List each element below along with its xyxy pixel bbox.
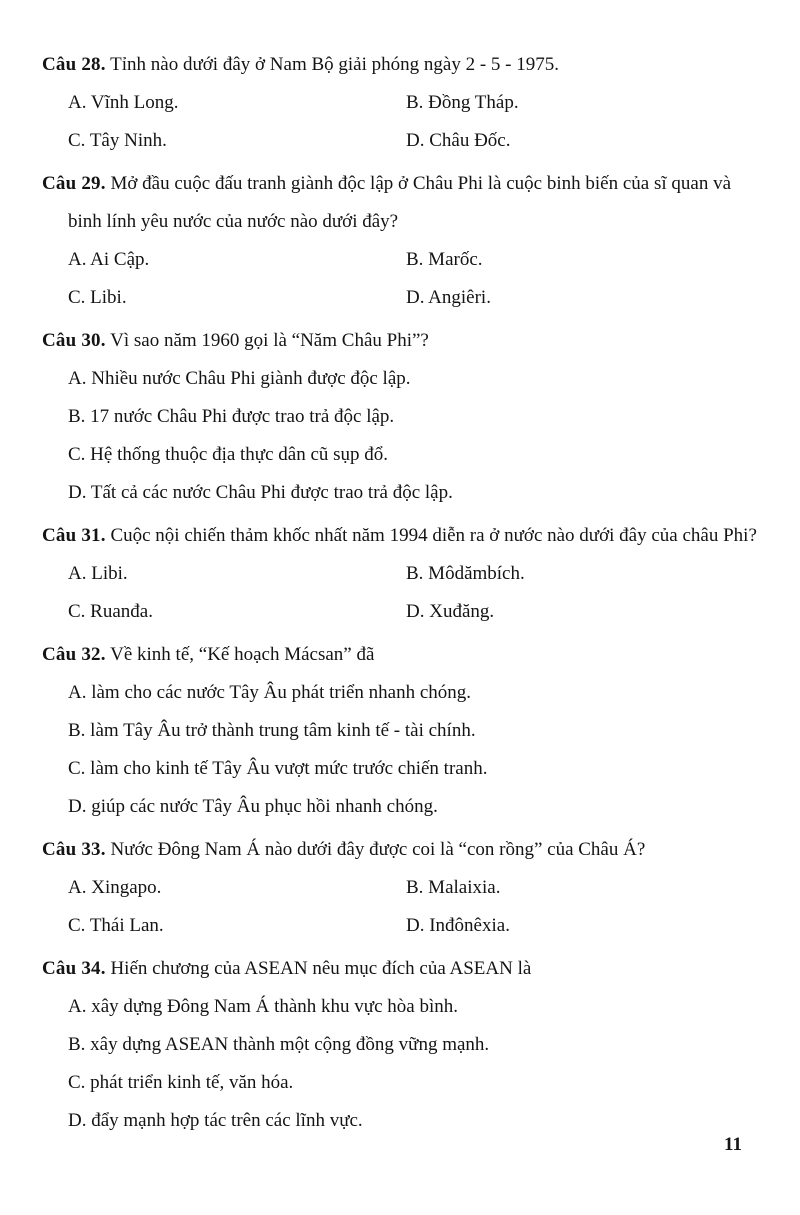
answer-option — [68, 593, 406, 631]
question-label: Câu 33. — [42, 839, 106, 860]
answer-option — [406, 84, 760, 122]
option-text: A. Xingapo. — [68, 877, 162, 898]
question-block — [42, 636, 760, 826]
answer-option — [68, 1026, 760, 1064]
option-text: B. xây dựng ASEAN thành một cộng đồng vững mạnh. — [68, 1034, 490, 1055]
answer-option — [406, 593, 760, 631]
question-body: Tỉnh nào dưới đây ở Nam Bộ giải phóng ngày 2 - 5 - 1975. — [110, 54, 559, 75]
options — [68, 988, 760, 1140]
option-text: B. Đồng Tháp. — [406, 92, 519, 113]
answer-option — [68, 436, 760, 474]
option-text: C. làm cho kinh tế Tây Âu vượt mức trước chiến tranh. — [68, 758, 488, 779]
option-text: D. đẩy mạnh hợp tác trên các lĩnh vực. — [68, 1110, 363, 1131]
option-text: D. giúp các nước Tây Âu phục hồi nhanh chóng. — [68, 796, 438, 817]
option-text: A. xây dựng Đông Nam Á thành khu vực hòa bình. — [68, 996, 458, 1017]
question-text — [42, 831, 760, 869]
answer-option — [68, 360, 760, 398]
question-block — [42, 831, 760, 945]
answer-option — [68, 869, 406, 907]
option-text: C. phát triển kinh tế, văn hóa. — [68, 1072, 294, 1093]
question-text — [42, 517, 760, 555]
question-body: Về kinh tế, “Kế hoạch Mácsan” đã — [110, 644, 375, 665]
question-body: Vì sao năm 1960 gọi là “Năm Châu Phi”? — [110, 330, 429, 351]
options — [68, 241, 760, 317]
options — [68, 84, 760, 160]
options — [68, 869, 760, 945]
option-text: A. Vĩnh Long. — [68, 92, 179, 113]
answer-option — [68, 398, 760, 436]
option-text: B. Marốc. — [406, 249, 483, 270]
question-label: Câu 29. — [42, 173, 106, 194]
answer-option — [406, 869, 760, 907]
question-block — [42, 322, 760, 512]
answer-option — [68, 1064, 760, 1102]
option-text: D. Xuđăng. — [406, 601, 495, 622]
answer-option — [68, 907, 406, 945]
option-text: A. Libi. — [68, 563, 128, 584]
option-text: A. Nhiều nước Châu Phi giành được độc lập. — [68, 368, 411, 389]
answer-option — [68, 788, 760, 826]
answer-option — [68, 1102, 760, 1140]
answer-option — [406, 555, 760, 593]
option-text: D. Châu Đốc. — [406, 130, 511, 151]
question-body: Cuộc nội chiến thảm khốc nhất năm 1994 diễn ra ở nước nào dưới đây của châu Phi? — [110, 525, 757, 546]
option-text: D. Angiêri. — [406, 287, 491, 308]
answer-option — [68, 241, 406, 279]
question-label: Câu 30. — [42, 330, 106, 351]
answer-option — [68, 988, 760, 1026]
option-text: A. Ai Cập. — [68, 249, 150, 270]
options — [68, 555, 760, 631]
answer-option — [68, 555, 406, 593]
question-text — [42, 322, 760, 360]
options — [68, 360, 760, 512]
question-label: Câu 31. — [42, 525, 106, 546]
question-label: Câu 28. — [42, 54, 106, 75]
answer-option — [406, 907, 760, 945]
answer-option — [68, 474, 760, 512]
question-body: Hiến chương của ASEAN nêu mục đích của ASEAN là — [110, 958, 532, 979]
option-text: C. Tây Ninh. — [68, 130, 167, 151]
option-text: D. Inđônêxia. — [406, 915, 510, 936]
question-body: Nước Đông Nam Á nào dưới đây được coi là “con rồng” của Châu Á? — [110, 839, 646, 860]
question-body: Mở đầu cuộc đấu tranh giành độc lập ở Châu Phi là cuộc binh biến của sĩ quan và binh lính yêu nước của nước nào dưới đây? — [68, 173, 731, 232]
answer-option — [68, 674, 760, 712]
question-block — [42, 517, 760, 631]
answer-option — [406, 122, 760, 160]
answer-option — [68, 122, 406, 160]
option-text: B. làm Tây Âu trở thành trung tâm kinh tế - tài chính. — [68, 720, 476, 741]
question-label: Câu 32. — [42, 644, 106, 665]
page-number: 11 — [724, 1134, 742, 1155]
question-text — [42, 46, 760, 84]
answer-option — [68, 712, 760, 750]
question-text — [42, 636, 760, 674]
question-block — [42, 950, 760, 1140]
option-text: C. Hệ thống thuộc địa thực dân cũ sụp đổ. — [68, 444, 389, 465]
answer-option — [68, 279, 406, 317]
question-block — [42, 46, 760, 160]
option-text: B. 17 nước Châu Phi được trao trả độc lập. — [68, 406, 395, 427]
question-text — [42, 165, 760, 241]
question-text — [42, 950, 760, 988]
option-text: A. làm cho các nước Tây Âu phát triển nhanh chóng. — [68, 682, 472, 703]
option-text: C. Ruanđa. — [68, 601, 153, 622]
option-text: B. Malaixia. — [406, 877, 501, 898]
options — [68, 674, 760, 826]
option-text: B. Môdămbích. — [406, 563, 525, 584]
answer-option — [68, 750, 760, 788]
question-list — [42, 46, 760, 1140]
option-text: C. Thái Lan. — [68, 915, 164, 936]
question-label: Câu 34. — [42, 958, 106, 979]
answer-option — [68, 84, 406, 122]
option-text: C. Libi. — [68, 287, 127, 308]
option-text: D. Tất cả các nước Châu Phi được trao trả độc lập. — [68, 482, 453, 503]
answer-option — [406, 241, 760, 279]
answer-option — [406, 279, 760, 317]
question-block — [42, 165, 760, 317]
